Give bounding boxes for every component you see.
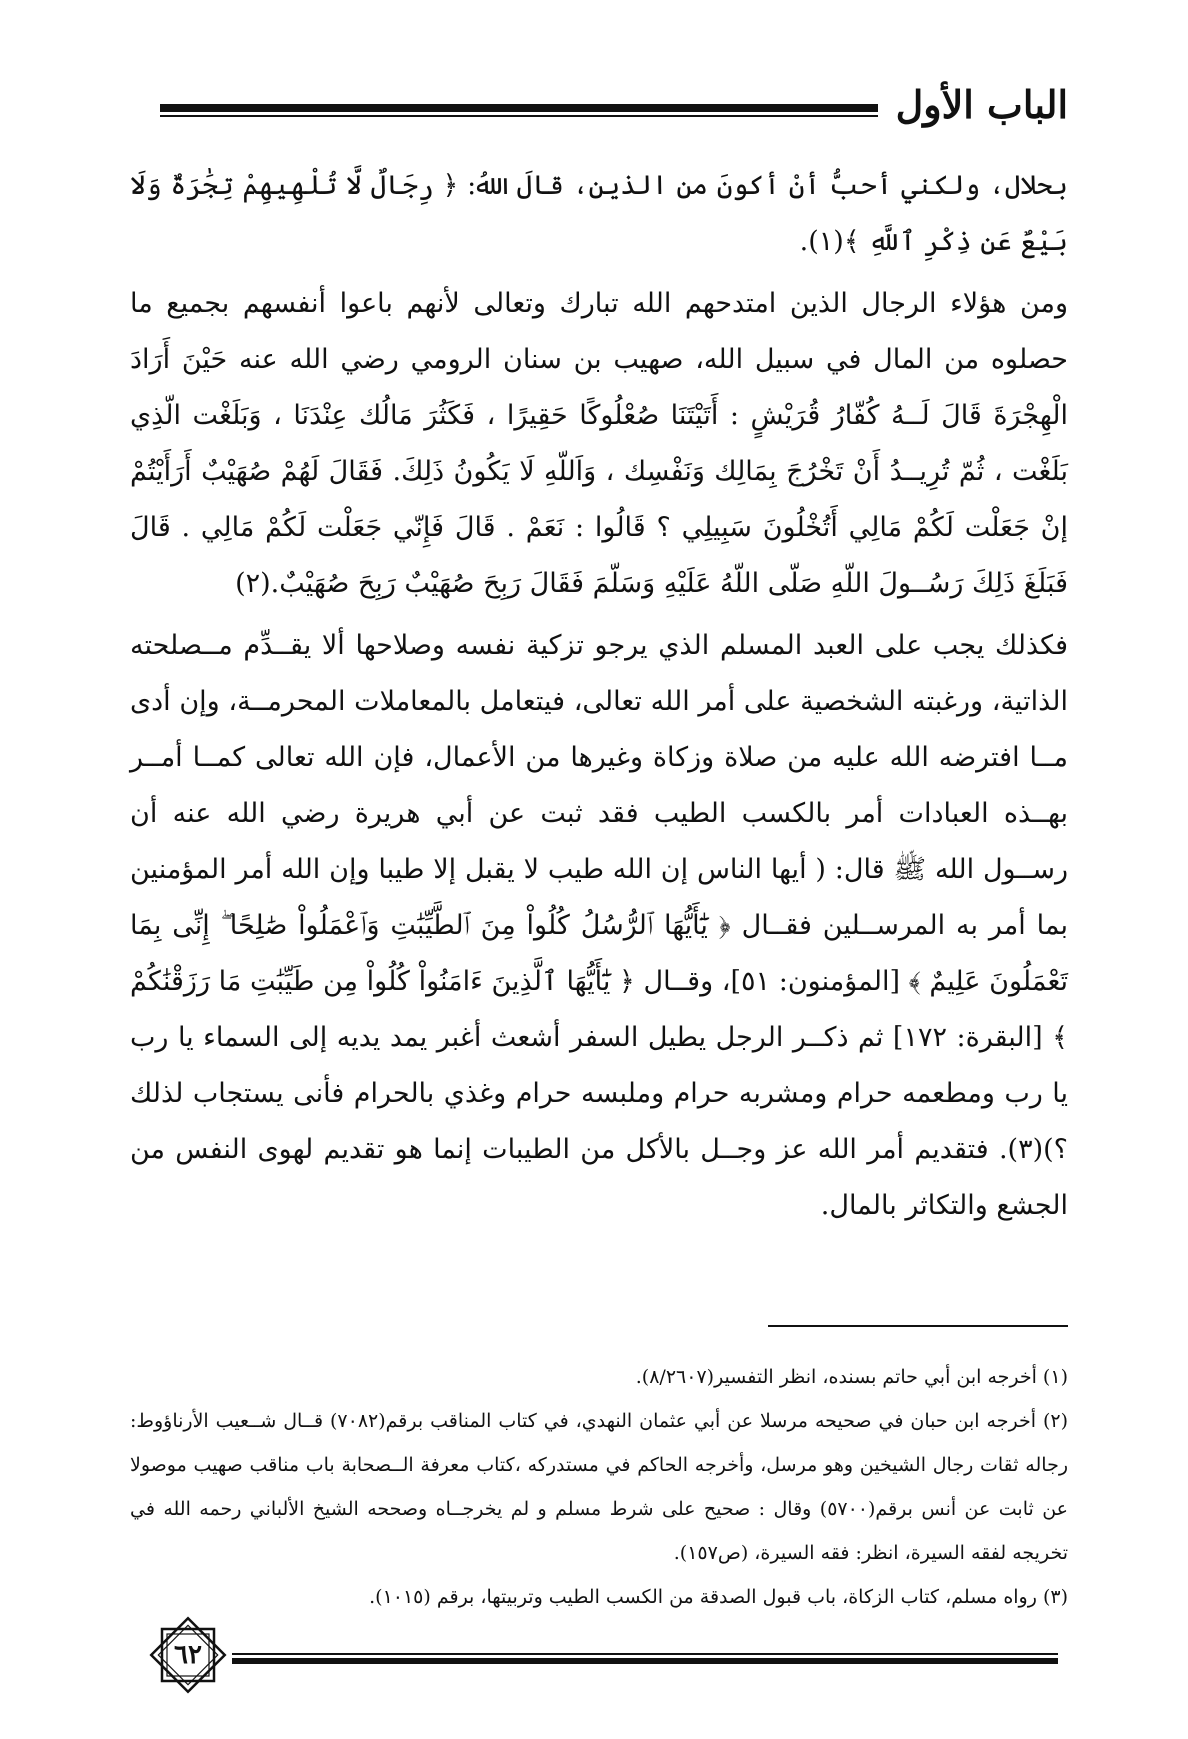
footnote-separator	[768, 1325, 1068, 1327]
main-text	[130, 158, 1068, 1240]
page-header	[160, 82, 1068, 132]
footer-rule-thick	[232, 1658, 1058, 1664]
footnote: (١) أخرجه ابن أبي حاتم بسنده، انظر التفسير(٨/٢٦٠٧).	[635, 1366, 1068, 1388]
footer-rule	[232, 1653, 1058, 1664]
header-rule	[160, 104, 878, 118]
paragraph: فكذلك يجب على العبد المسلم الذي يرجو تزكية نفسه وصلاحها ألا يقــدِّم مــصلحته الذاتية، ورغبته الشخصية على أمر الله تعالى، فيتعامل بالمعاملات المحرمــة، وإن أدى مــا افترضه الله عليه من صلاة وزكاة وغيرها من الأعمال، فإن الله تعالى كمــا أمــر بهــذه العبادات أمر بالكسب الطيب فقد ثبت عن أبي هريرة رضي الله عنه أن رســول الله ﷺ قال: ( أيها الناس إن الله طيب لا يقبل إلا طيبا وإن الله أمر المؤمنين بما أمر به المرســلين فقــال ﴿ يَٰٓأَيُّهَا ٱلرُّسُلُ كُلُواْ مِنَ ٱلطَّيِّبَٰتِ وَٱعْمَلُواْ صَٰلِحًا ۖ إِنِّى بِمَا تَعْمَلُونَ عَلِيمٌ ﴾ [المؤمنون: ٥١]، وقــال ﴿ يَٰٓأَيُّهَا ٱلَّذِينَ ءَامَنُواْ كُلُواْ مِن طَيِّبَٰتِ مَا رَزَقْنَٰكُمْ ﴾ [البقرة: ١٧٢] ثم ذكــر الرجل يطيل السفر أشعث أغبر يمد يديه إلى السماء يا رب يا رب ومطعمه حرام ومشربه حرام وملبسه حرام وغذي بالحرام فأنى يستجاب لذلك ؟)(٣). فتقديم أمر الله عز وجــل بالأكل من الطيبات إنما هو تقديم لهوى النفس من الجشع والتكاثر بالمال.	[130, 630, 1069, 1221]
header-rule-thin	[160, 115, 878, 117]
footer-rule-thin	[232, 1653, 1058, 1655]
footnotes	[130, 1355, 1068, 1619]
header-rule-thick	[160, 104, 878, 112]
footnote: (٣) رواه مسلم، كتاب الزكاة، باب قبول الصدقة من الكسب الطيب وتربيتها، برقم (١٠١٥).	[369, 1586, 1068, 1608]
paragraph: ومن هؤلاء الرجال الذين امتدحهم الله تبارك وتعالى لأنهم باعوا أنفسهم بجميع ما حصلوه من المال في سبيل الله، صهيب بن سنان الرومي رضي الله عنه حَيْنَ أَرَادَ الْهِجْرَةَ قَالَ لَــهُ كُفّارُ قُرَيْشٍ : أَتَيْتَنَا صُعْلُوكًا حَقِيرًا ، فَكَثُرَ مَالُك عِنْدَنَا ، وَبَلَغْت الّذِي بَلَغْت ، ثُمّ تُرِيــدُ أَنْ تَخْرُجَ بِمَالِك وَنَفْسِك ، وَاَللّهِ لَا يَكُونُ ذَلِكَ. فَقَالَ لَهُمْ صُهَيْبٌ أَرَأَيْتُمْ إنْ جَعَلْت لَكُمْ مَالِي أَتُخْلُونَ سَبِيلِي ؟ قَالُوا : نَعَمْ . قَالَ فَإِنّي جَعَلْت لَكُمْ مَالِي . قَالَ فَبَلَغَ ذَلِكَ رَسُــولَ اللّهِ صَلّى اللّهُ عَلَيْهِ وَسَلّمَ فَقَالَ رَبِحَ صُهَيْبٌ رَبِحَ صُهَيْبٌ.(٢)	[130, 288, 1068, 599]
footnote: (٢) أخرجه ابن حبان في صحيحه مرسلا عن أبي عثمان النهدي، في كتاب المناقب برقم(٧٠٨٢) قــال شــعيب الأرناؤوط: رجاله ثقات رجال الشيخين وهو مرسل، وأخرجه الحاكم في مستدركه ،كتاب معرفة الــصحابة باب مناقب صهيب موصولا عن ثابت عن أنس برقم(٥٧٠٠) وقال : صحيح على شرط مسلم و لم يخرجــاه وصححه الشيخ الألباني رحمه الله في تخريجه لفقه السيرة، انظر: فقه السيرة، (ص١٥٧).	[130, 1410, 1068, 1564]
page-number: ٦٢	[174, 1640, 202, 1670]
page-number-badge	[145, 1612, 231, 1698]
paragraph: بحلال، ولكني أحبُّ أنْ أكونَ من الذين، قالَ اللهُ: ﴿ رِجَالٌ لَّا تُلْهِيهِمْ تِجَٰرَةٌ وَلَا بَيْعٌ عَن ذِكْرِ ٱللَّهِ ﴾(١).	[130, 170, 1068, 257]
chapter-title: الباب الأول	[895, 82, 1068, 127]
